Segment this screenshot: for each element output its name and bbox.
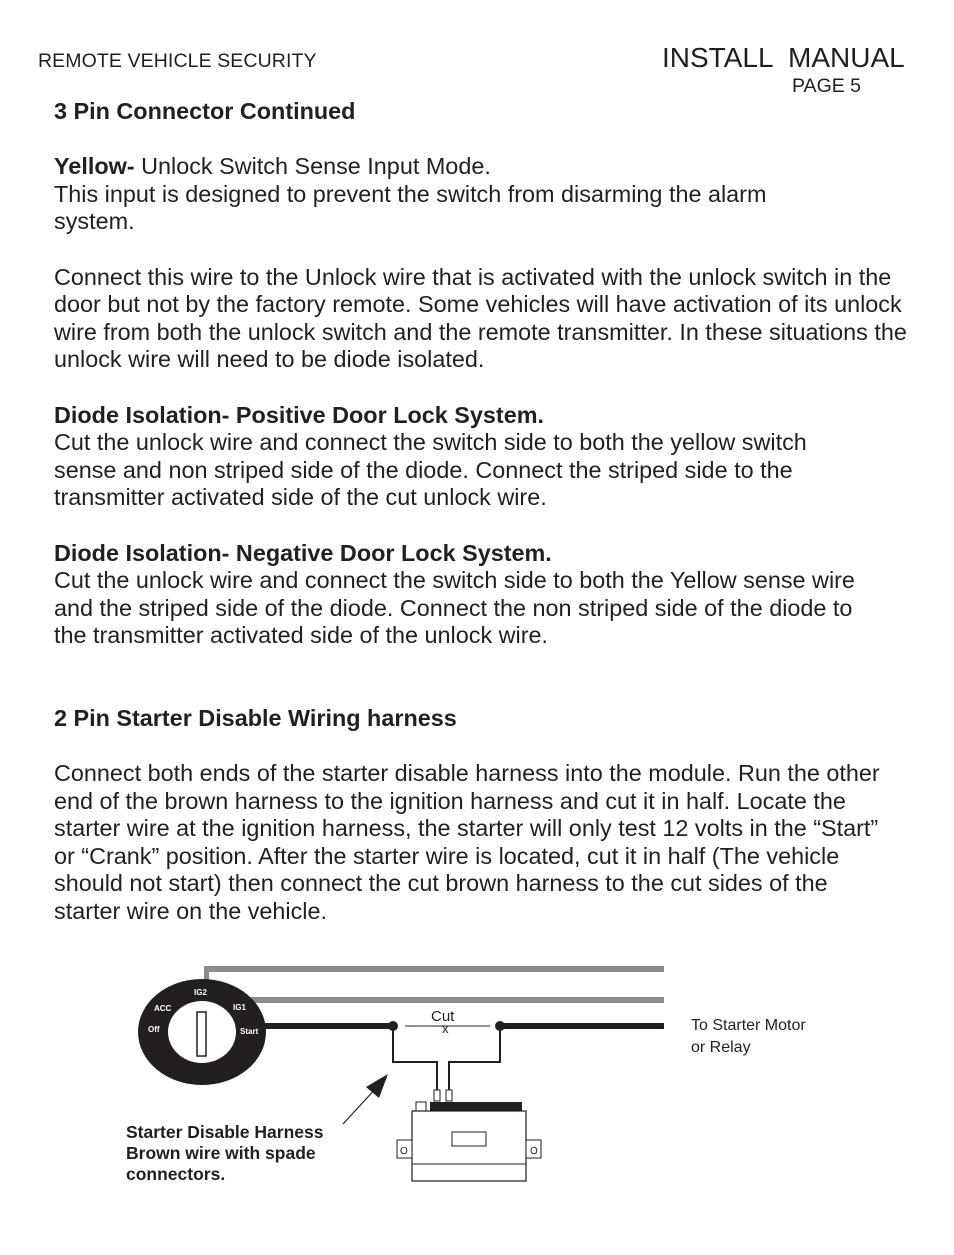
header-brand: REMOTE VEHICLE SECURITY [38,50,317,72]
wire-starter-right [498,1023,664,1029]
yellow-mode: Unlock Switch Sense Input Mode. [134,153,491,180]
harness-label-line-1: Starter Disable Harness [126,1122,324,1142]
header-title: INSTALL MANUAL [662,42,905,73]
module-screw-left: O [400,1146,408,1157]
positive-paragraph: Cut the unlock wire and connect the switch side to both the yellow switch sense and non striped side of the diode. Connect the striped side to the transmitter activated side of the cut unlock wire. [54,429,807,511]
harness-wire-left [393,1026,437,1092]
module-screw-right: O [530,1146,538,1157]
key-slot [197,1012,206,1056]
wire-middle [245,997,664,1003]
pointer-arrowhead [366,1074,388,1098]
switch-label-off: Off [148,1025,160,1034]
two-pin-heading: 2 Pin Starter Disable Wiring harness [54,704,457,731]
harness-wire-right [449,1026,500,1092]
module-tab [416,1102,426,1111]
switch-label-ig1: IG1 [233,1003,246,1012]
module-window [452,1132,486,1146]
wire-starter-left [255,1023,395,1029]
connect-paragraph: Connect this wire to the Unlock wire that is activated with the unlock switch in the door but not by the factory remote. Some vehicles will have activation of its unlock wire from both the unlock switch and the remote transmitter. In these situations the unlock wire will need to be diode isolated. [54,263,907,373]
cut-mark: x [442,1021,449,1036]
harness-label-line-3: connectors. [126,1164,226,1185]
module-top-bar [430,1102,522,1111]
wire-top [204,966,664,972]
negative-paragraph: Cut the unlock wire and connect the switch side to both the Yellow sense wire and the striped side of the diode. Connect the non striped side of the diode to the transmitter activated side of the unlock wire. [54,567,855,649]
spade-right [446,1090,452,1101]
destination-line-2: or Relay [691,1038,751,1056]
yellow-label: Yellow- [54,153,135,180]
yellow-mode-line [54,153,914,181]
switch-label-start: Start [240,1027,259,1036]
harness-label [126,1122,323,1186]
yellow-description: This input is designed to prevent the switch from disarming the alarm system. [54,180,767,235]
switch-label-ig2: IG2 [194,988,207,997]
three-pin-heading: 3 Pin Connector Continued [54,98,356,124]
negative-heading: Diode Isolation- Negative Door Lock System. [54,539,552,566]
spade-left [434,1090,440,1101]
page-number: PAGE 5 [792,75,862,97]
switch-label-acc: ACC [154,1004,172,1013]
positive-heading: Diode Isolation- Positive Door Lock System. [54,401,545,428]
cut-label: Cut [431,1008,455,1025]
two-pin-paragraph: Connect both ends of the starter disable harness into the module. Run the other end of the brown harness to the ignition harness and cut it in half. Locate the starter wire at the ignition harness, the starter will only test 12 volts in the “Start” or “Crank” position. After the starter wire is located, cut it in half (The vehicle should not start) then connect the cut brown harness to the cut sides of the starter wire on the vehicle. [54,760,880,925]
harness-label-line-2: Brown wire with spade [126,1143,316,1164]
destination-line-1: To Starter Motor [691,1017,806,1034]
destination-label [691,1015,806,1058]
document-body [54,98,914,926]
